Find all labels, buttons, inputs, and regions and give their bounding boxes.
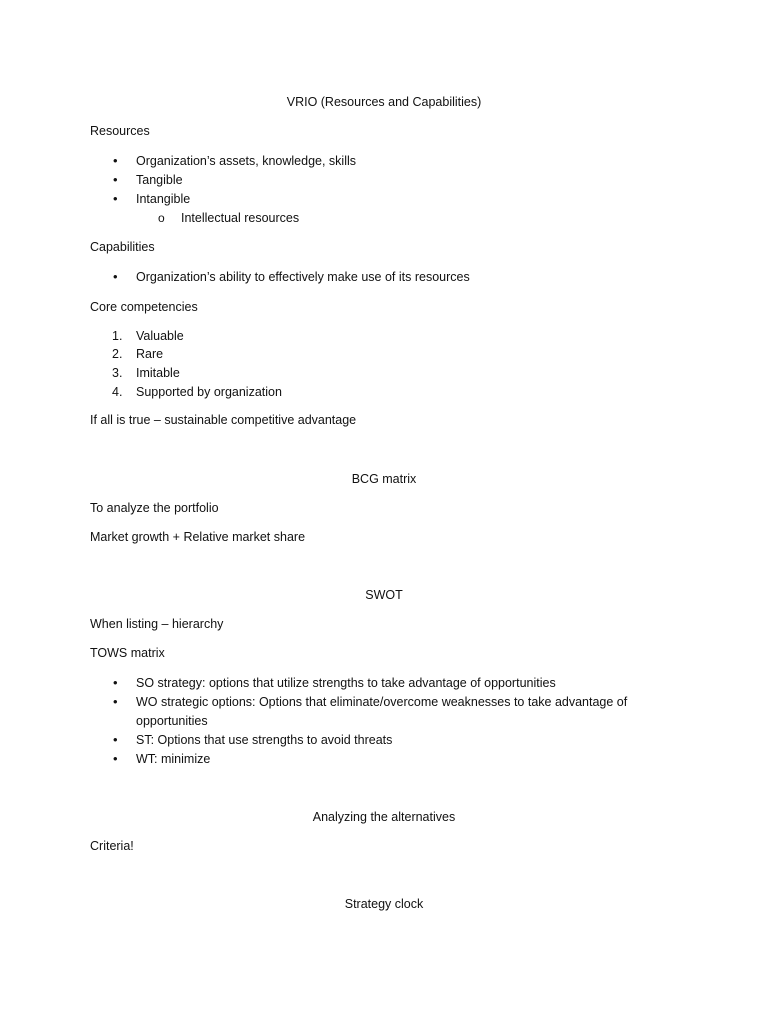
resources-item-assets: Organization’s assets, knowledge, skills: [136, 154, 357, 168]
resources-heading: Resources: [90, 124, 150, 138]
core-item-supported: Supported by organization: [136, 385, 282, 399]
strategy-clock-title: Strategy clock: [344, 897, 424, 911]
swot-line-hierarchy: When listing – hierarchy: [90, 617, 224, 631]
tows-item-wo: WO strategic options: Options that eliminate/overcome weaknesses to take advantage of: [136, 695, 628, 709]
intangible-sub-item: Intellectual resources: [181, 211, 300, 225]
capabilities-item: Organization’s ability to effectively make use of its resources: [136, 270, 470, 284]
list-number: 4.: [112, 385, 123, 399]
capabilities-heading: Capabilities: [90, 240, 155, 254]
bcg-title: BCG matrix: [351, 472, 417, 486]
bullet-marker: •: [113, 153, 118, 168]
bullet-marker: •: [113, 694, 118, 709]
bcg-line-market: Market growth + Relative market share: [90, 530, 306, 544]
tows-item-st: ST: Options that use strengths to avoid threats: [136, 733, 393, 747]
vrio-title: VRIO (Resources and Capabilities): [286, 95, 482, 109]
resources-item-tangible: Tangible: [136, 173, 183, 187]
alternatives-criteria: Criteria!: [90, 839, 134, 853]
resources-item-intangible: Intangible: [136, 192, 191, 206]
bullet-marker: •: [113, 269, 118, 284]
sub-bullet-marker: o: [158, 211, 165, 225]
core-item-valuable: Valuable: [136, 329, 184, 343]
bcg-line-portfolio: To analyze the portfolio: [90, 501, 219, 515]
core-item-imitable: Imitable: [136, 366, 180, 380]
tows-item-wt: WT: minimize: [136, 752, 211, 766]
tows-item-wo-continued: opportunities: [136, 714, 208, 728]
bullet-marker: •: [113, 191, 118, 206]
bullet-marker: •: [113, 675, 118, 690]
tows-item-so: SO strategy: options that utilize strengths to take advantage of opportunities: [136, 676, 556, 690]
swot-title: SWOT: [365, 588, 403, 602]
core-item-rare: Rare: [136, 347, 164, 361]
list-number: 2.: [112, 347, 123, 361]
bullet-marker: •: [113, 732, 118, 747]
tows-heading: TOWS matrix: [90, 646, 165, 660]
bullet-marker: •: [113, 172, 118, 187]
vrio-conclusion: If all is true – sustainable competitive advantage: [90, 413, 357, 427]
list-number: 3.: [112, 366, 123, 380]
core-competencies-heading: Core competencies: [90, 300, 198, 314]
bullet-marker: •: [113, 751, 118, 766]
list-number: 1.: [112, 329, 123, 343]
alternatives-title: Analyzing the alternatives: [312, 810, 456, 824]
